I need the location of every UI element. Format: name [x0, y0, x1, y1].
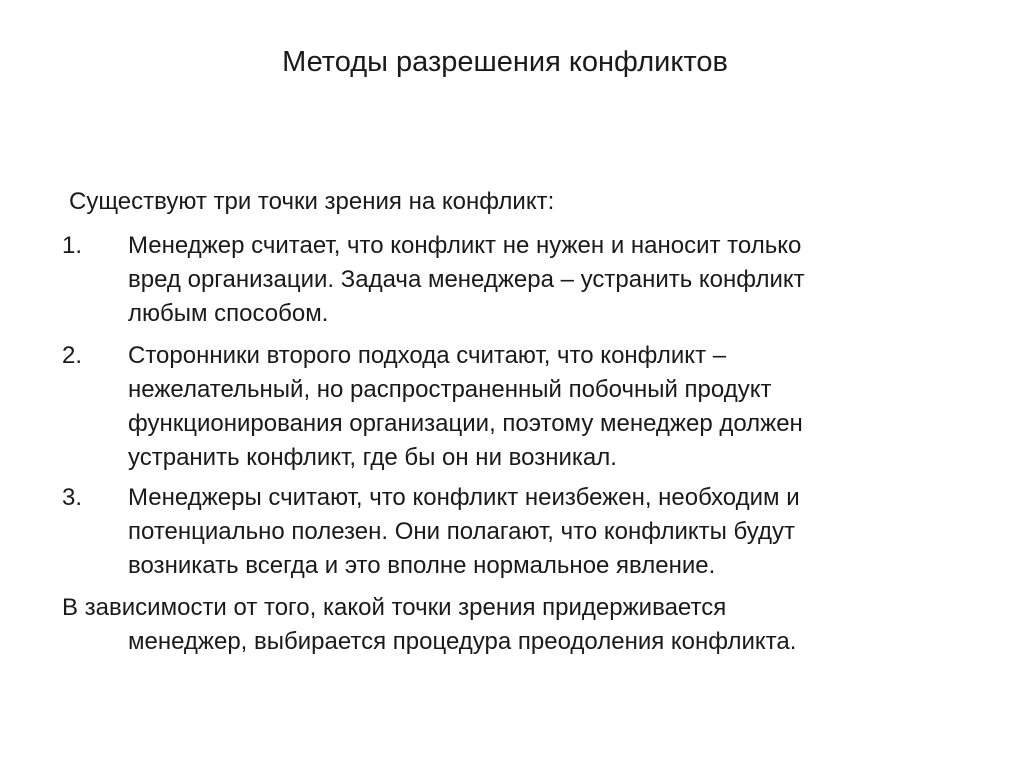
list-item-number: 3. — [62, 484, 83, 511]
list-item-line: Менеджер считает, что конфликт не нужен и наносит только — [128, 232, 802, 259]
list-item — [128, 481, 968, 583]
list-item-line: нежелательный, но распространенный побочный продукт — [128, 376, 772, 403]
list-item-line: потенциально полезен. Они полагают, что конфликты будут — [128, 518, 795, 545]
conclusion-line-1: В зависимости от того, какой точки зрения придерживается — [62, 594, 727, 621]
list-item — [128, 229, 968, 331]
list-item-line: Менеджеры считают, что конфликт неизбежен, необходим и — [128, 484, 800, 511]
list-item-line: возникать всегда и это вполне нормальное явление. — [128, 552, 716, 579]
list-item-number: 1. — [62, 232, 83, 259]
list-item-line: Сторонники второго подхода считают, что конфликт – — [128, 342, 727, 369]
list-item-line: устранить конфликт, где бы он ни возникал. — [128, 444, 617, 471]
slide-title: Методы разрешения конфликтов — [282, 46, 728, 78]
list-item — [128, 339, 968, 475]
list-item-line: вред организации. Задача менеджера – устранить конфликт — [128, 266, 805, 293]
intro-text: Существуют три точки зрения на конфликт: — [69, 188, 555, 215]
list-item-line: функционирования организации, поэтому менеджер должен — [128, 410, 803, 437]
conclusion-line-2: менеджер, выбирается процедура преодоления конфликта. — [128, 628, 797, 655]
list-item-line: любым способом. — [128, 300, 329, 327]
list-item-number: 2. — [62, 342, 83, 369]
